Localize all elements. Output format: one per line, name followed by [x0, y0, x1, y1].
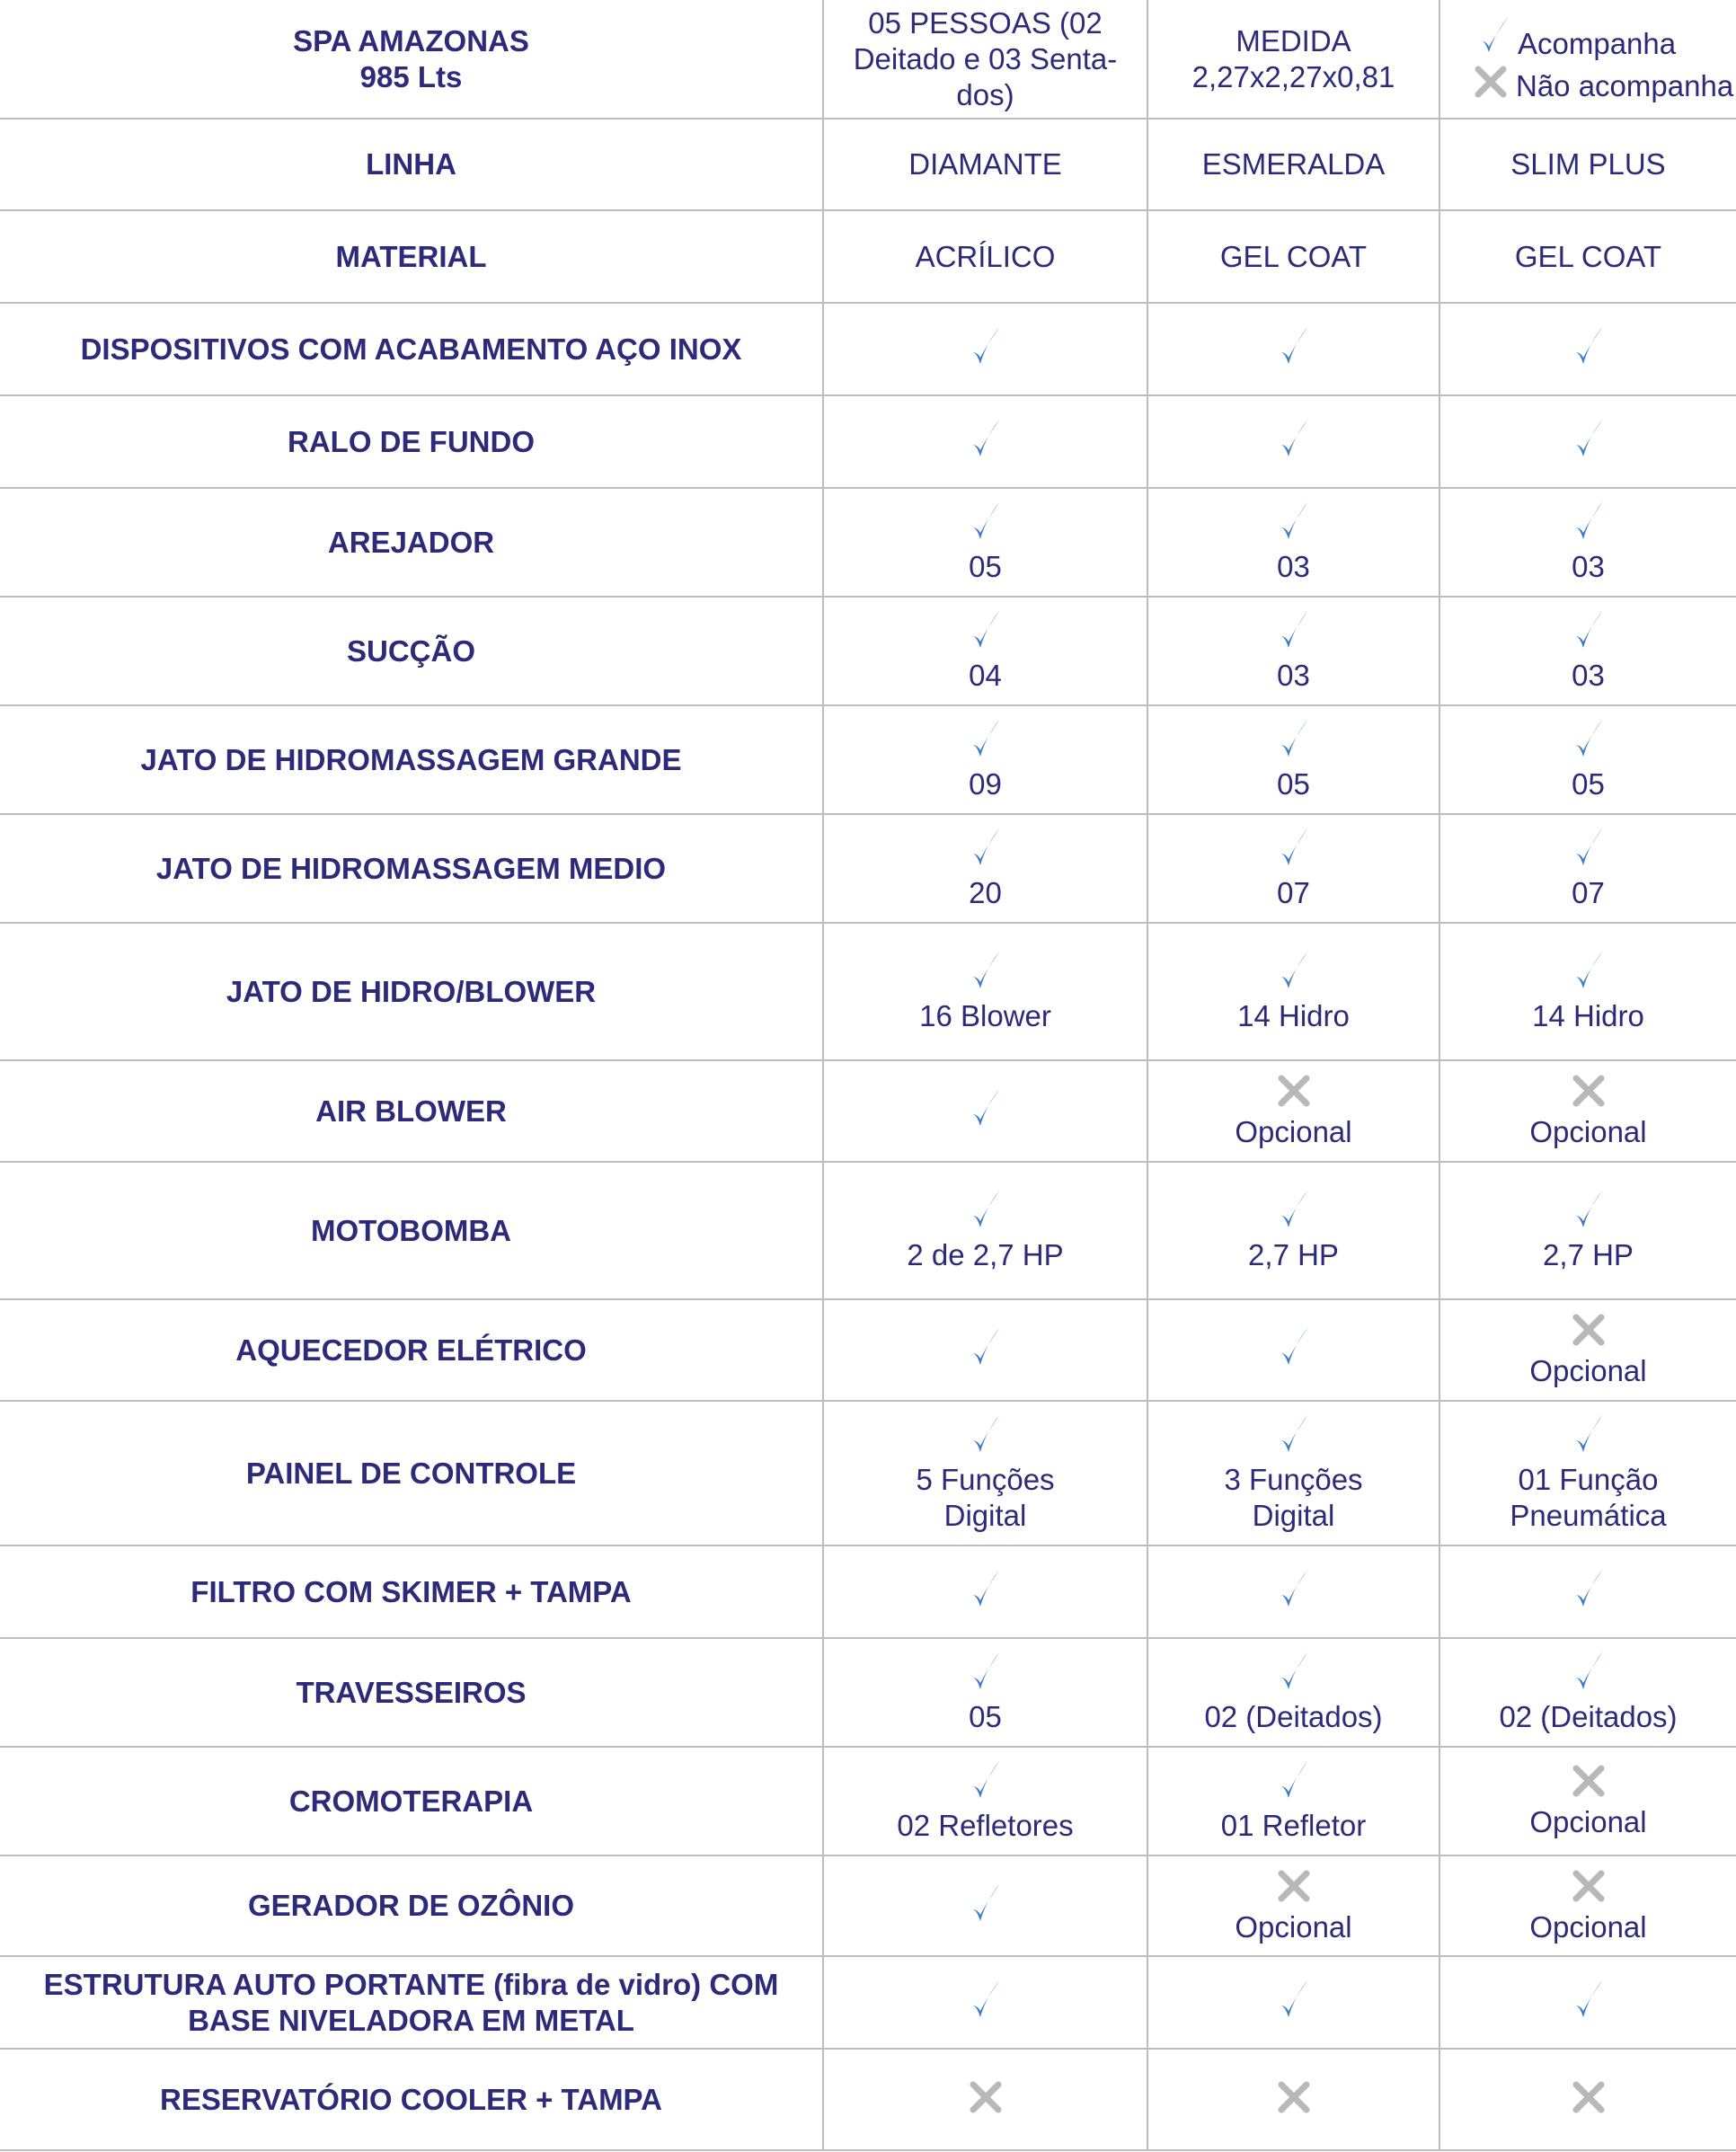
cell-value: Digital [943, 1499, 1027, 1532]
cell-value: 02 Refletores [897, 1809, 1074, 1842]
cell-content [831, 717, 1139, 802]
cell-esmeralda [1147, 1060, 1439, 1162]
cell-diamante [823, 1401, 1147, 1545]
cell-content [1156, 1758, 1431, 1844]
legend-yes-row [1478, 14, 1676, 62]
legend-no-row [1473, 64, 1733, 104]
cell-diamante [823, 1162, 1147, 1299]
product-volume: 985 Lts [359, 59, 463, 93]
capacity-line-3: dos) [956, 77, 1014, 111]
cell-slim-plus [1439, 923, 1736, 1060]
cell-content [831, 1325, 1139, 1375]
cell-content [1448, 1867, 1729, 1945]
cell-diamante [823, 1638, 1147, 1747]
cell-content [1448, 826, 1729, 911]
row-painel-controle [0, 1401, 1736, 1545]
cell-content [831, 146, 1139, 182]
cell-value: ACRÍLICO [915, 239, 1056, 273]
cross-icon [1275, 2078, 1313, 2121]
cell-esmeralda [1147, 1162, 1439, 1299]
cross-icon [967, 2078, 1005, 2121]
cell-slim-plus [1439, 1162, 1736, 1299]
cell-content [1156, 826, 1431, 911]
cell-value: 5 Funções [916, 1463, 1055, 1496]
row-label-cell [0, 597, 823, 705]
row-cromoterapia [0, 1747, 1736, 1855]
row-label: CROMOTERAPIA [288, 1784, 534, 1818]
legend [1440, 14, 1736, 104]
check-icon [1278, 1325, 1310, 1375]
cross-icon [1570, 2078, 1608, 2121]
row-label: AREJADOR [327, 525, 495, 559]
cell-diamante [823, 1060, 1147, 1162]
cell-value: 03 [1572, 550, 1605, 583]
cell-value: GEL COAT [1219, 239, 1368, 273]
cell-value: 04 [969, 659, 1002, 692]
check-icon [970, 1882, 1002, 1931]
check-icon [1572, 949, 1605, 998]
cell-diamante [823, 395, 1147, 488]
cell-esmeralda [1147, 395, 1439, 488]
row-jato-hidro-blower [0, 923, 1736, 1060]
cell-value: 05 [1277, 767, 1310, 801]
cell-esmeralda [1147, 597, 1439, 705]
cell-value: SLIM PLUS [1510, 147, 1666, 181]
check-icon [1278, 417, 1310, 466]
cell-content [1156, 2078, 1431, 2121]
cell-content [1156, 949, 1431, 1034]
cell-slim-plus [1439, 1545, 1736, 1638]
cell-value: Opcional [1529, 1805, 1647, 1838]
check-icon [1572, 324, 1605, 374]
check-icon [970, 324, 1002, 374]
row-air-blower [0, 1060, 1736, 1162]
cell-content [1156, 1413, 1431, 1534]
cell-esmeralda [1147, 1299, 1439, 1401]
row-label-cell [0, 1545, 823, 1638]
check-icon [970, 1413, 1002, 1462]
check-icon [1278, 949, 1310, 998]
cell-esmeralda [1147, 1638, 1439, 1747]
check-icon [1572, 1978, 1605, 2027]
cell-value: 2,7 HP [1248, 1238, 1339, 1271]
check-icon [1572, 1567, 1605, 1616]
row-linha [0, 119, 1736, 210]
cell-value: 02 (Deitados) [1204, 1700, 1383, 1733]
row-label-cell [0, 1401, 823, 1545]
legend-yes-label: Acompanha [1518, 26, 1677, 60]
cell-value: 14 Hidro [1237, 999, 1350, 1032]
cell-esmeralda [1147, 705, 1439, 814]
cell-esmeralda [1147, 2049, 1439, 2150]
cell-content [831, 949, 1139, 1034]
row-label-cell [0, 1747, 823, 1855]
row-label: RALO DE FUNDO [288, 424, 535, 458]
cell-content [1448, 717, 1729, 802]
row-label-cell [0, 1060, 823, 1162]
check-icon [970, 717, 1002, 766]
cell-value: Opcional [1529, 1115, 1647, 1148]
cell-diamante [823, 1545, 1147, 1638]
cell-content [1156, 1867, 1431, 1945]
cell-content [1156, 1188, 1431, 1273]
check-icon [1478, 14, 1510, 62]
cell-value: 3 Funções [1224, 1463, 1363, 1496]
cell-value: 07 [1277, 876, 1310, 909]
row-label: DISPOSITIVOS COM ACABAMENTO AÇO INOX [80, 332, 742, 366]
cell-content [831, 1086, 1139, 1136]
row-motobomba [0, 1162, 1736, 1299]
cell-value: 2 de 2,7 HP [907, 1238, 1064, 1271]
check-icon [1572, 717, 1605, 766]
check-icon [970, 1567, 1002, 1616]
cell-slim-plus [1439, 210, 1736, 303]
cell-content [1448, 1188, 1729, 1273]
row-label-cell [0, 2049, 823, 2150]
cell-esmeralda [1147, 119, 1439, 210]
row-aquecedor [0, 1299, 1736, 1401]
cell-diamante [823, 303, 1147, 395]
cell-value: 05 [969, 1700, 1002, 1733]
cell-diamante [823, 705, 1147, 814]
cell-value: 20 [969, 876, 1002, 909]
cell-value: 01 Função [1518, 1463, 1659, 1496]
cell-content [831, 1882, 1139, 1931]
cell-esmeralda [1147, 1747, 1439, 1855]
legend-cell [1439, 0, 1736, 119]
cell-content [1156, 1072, 1431, 1150]
row-label: JATO DE HIDRO/BLOWER [226, 974, 597, 1008]
cell-slim-plus [1439, 1855, 1736, 1956]
cell-content [1448, 2078, 1729, 2121]
cell-slim-plus [1439, 303, 1736, 395]
cell-value: Pneumática [1510, 1499, 1667, 1532]
cell-diamante [823, 1855, 1147, 1956]
row-gerador-ozonio [0, 1855, 1736, 1956]
cell-diamante [823, 1956, 1147, 2049]
cell-value: Opcional [1235, 1909, 1352, 1944]
cell-content [1448, 1978, 1729, 2027]
cell-content [831, 500, 1139, 585]
check-icon [1278, 324, 1310, 374]
row-jato-medio [0, 814, 1736, 923]
cell-diamante [823, 814, 1147, 923]
cell-content [1156, 500, 1431, 585]
check-icon [970, 1758, 1002, 1808]
cell-content [1156, 1978, 1431, 2027]
cell-slim-plus [1439, 1060, 1736, 1162]
cell-value: 03 [1572, 659, 1605, 692]
check-icon [1278, 717, 1310, 766]
check-icon [1278, 1567, 1310, 1616]
product-title: SPA AMAZONAS [293, 23, 529, 58]
header-row [0, 0, 1736, 119]
check-icon [1572, 1188, 1605, 1237]
check-icon [1278, 826, 1310, 875]
cell-slim-plus [1439, 814, 1736, 923]
cell-slim-plus [1439, 597, 1736, 705]
cell-slim-plus [1439, 395, 1736, 488]
check-icon [970, 500, 1002, 549]
cell-value: Digital [1252, 1499, 1335, 1532]
check-icon [1278, 608, 1310, 658]
cell-value: 16 Blower [919, 999, 1051, 1032]
row-label: TRAVESSEIROS [296, 1675, 527, 1709]
cell-esmeralda [1147, 303, 1439, 395]
cell-value: 01 Refletor [1220, 1809, 1367, 1842]
row-label-cell [0, 303, 823, 395]
row-label-cell [0, 1638, 823, 1747]
cell-content [831, 1188, 1139, 1273]
check-icon [1278, 1978, 1310, 2027]
cell-content [1448, 1072, 1729, 1150]
cell-diamante [823, 923, 1147, 1060]
cross-icon [1275, 1867, 1313, 1909]
cell-content [831, 324, 1139, 374]
cell-content [831, 608, 1139, 694]
measure-value: 2,27x2,27x0,81 [1191, 59, 1395, 93]
check-icon [970, 826, 1002, 875]
cell-content [831, 1978, 1139, 2027]
check-icon [970, 1650, 1002, 1699]
cell-diamante [823, 488, 1147, 597]
cell-content [1156, 608, 1431, 694]
cell-content [1448, 500, 1729, 585]
row-jato-grande [0, 705, 1736, 814]
row-succao [0, 597, 1736, 705]
row-label-cell [0, 395, 823, 488]
cell-value: DIAMANTE [908, 147, 1062, 181]
cell-content [1448, 324, 1729, 374]
cell-content [1156, 1567, 1431, 1616]
cell-value: 03 [1277, 659, 1310, 692]
cell-content [1448, 146, 1729, 182]
cell-value: 14 Hidro [1532, 999, 1644, 1032]
cell-esmeralda [1147, 1956, 1439, 2049]
row-label: GERADOR DE OZÔNIO [247, 1889, 575, 1922]
row-label: AIR BLOWER [315, 1094, 507, 1128]
row-label: SUCÇÃO [346, 633, 475, 668]
row-dispositivos-inox [0, 303, 1736, 395]
cell-slim-plus [1439, 488, 1736, 597]
cross-icon [1570, 1311, 1608, 1353]
row-label-cell [0, 923, 823, 1060]
check-icon [970, 949, 1002, 998]
cell-content [1156, 239, 1431, 275]
row-label: ESTRUTURA AUTO PORTANTE (fibra de vidro) COM [43, 1967, 779, 2001]
check-icon [1572, 1413, 1605, 1462]
cell-slim-plus [1439, 1638, 1736, 1747]
cell-content [1448, 1567, 1729, 1616]
check-icon [1278, 1650, 1310, 1699]
cell-diamante [823, 597, 1147, 705]
row-material [0, 210, 1736, 303]
row-ralo-de-fundo [0, 395, 1736, 488]
cell-content [1448, 1311, 1729, 1389]
check-icon [1572, 1650, 1605, 1699]
cell-content [1156, 324, 1431, 374]
cell-slim-plus [1439, 1956, 1736, 2049]
check-icon [1278, 1413, 1310, 1462]
cell-content [1156, 717, 1431, 802]
cell-content [1448, 239, 1729, 275]
row-label-cell [0, 814, 823, 923]
cell-slim-plus [1439, 2049, 1736, 2150]
row-label: FILTRO COM SKIMER + TAMPA [190, 1574, 632, 1608]
cell-value: 05 [969, 550, 1002, 583]
cross-icon [1473, 64, 1509, 104]
cell-content [1448, 949, 1729, 1034]
row-label-cell [0, 1299, 823, 1401]
capacity-cell [823, 0, 1147, 119]
cell-esmeralda [1147, 1855, 1439, 1956]
cell-esmeralda [1147, 1401, 1439, 1545]
cell-content [1156, 417, 1431, 466]
check-icon [1572, 608, 1605, 658]
cell-content [831, 239, 1139, 275]
row-label: BASE NIVELADORA EM METAL [188, 2003, 634, 2037]
row-label: RESERVATÓRIO COOLER + TAMPA [160, 2082, 662, 2116]
cell-value: 05 [1572, 767, 1605, 801]
cell-content [1448, 417, 1729, 466]
cell-content [1448, 1762, 1729, 1840]
row-label-cell [0, 210, 823, 303]
row-arejador [0, 488, 1736, 597]
check-icon [1278, 1188, 1310, 1237]
cell-value: 2,7 HP [1543, 1238, 1634, 1271]
check-icon [970, 1188, 1002, 1237]
row-label: MOTOBOMBA [310, 1213, 512, 1247]
cell-diamante [823, 210, 1147, 303]
measure-label: MEDIDA [1236, 23, 1351, 58]
cell-value: Opcional [1235, 1115, 1352, 1148]
cell-value: GEL COAT [1514, 239, 1662, 273]
check-icon [970, 1325, 1002, 1375]
row-label-cell [0, 488, 823, 597]
cell-content [1156, 1325, 1431, 1375]
row-label-cell [0, 119, 823, 210]
check-icon [1278, 500, 1310, 549]
cell-esmeralda [1147, 814, 1439, 923]
cell-value: 03 [1277, 550, 1310, 583]
row-label: AQUECEDOR ELÉTRICO [235, 1333, 587, 1367]
cell-slim-plus [1439, 1747, 1736, 1855]
row-label-cell [0, 705, 823, 814]
check-icon [970, 417, 1002, 466]
row-label-cell [0, 1956, 823, 2049]
row-reservatorio-cooler [0, 2049, 1736, 2150]
cell-content [831, 1650, 1139, 1735]
cell-diamante [823, 2049, 1147, 2150]
check-icon [1572, 500, 1605, 549]
cell-esmeralda [1147, 488, 1439, 597]
cell-slim-plus [1439, 1299, 1736, 1401]
cell-esmeralda [1147, 923, 1439, 1060]
cell-esmeralda [1147, 210, 1439, 303]
cell-diamante [823, 1747, 1147, 1855]
legend-no-label: Não acompanha [1516, 68, 1734, 102]
cell-diamante [823, 119, 1147, 210]
cell-slim-plus [1439, 119, 1736, 210]
capacity-line-1: 05 PESSOAS (02 [868, 5, 1103, 40]
cell-value: 09 [969, 767, 1002, 801]
cell-content [831, 1758, 1139, 1844]
row-label: PAINEL DE CONTROLE [245, 1456, 577, 1490]
row-label-cell [0, 1162, 823, 1299]
cross-icon [1570, 1867, 1608, 1909]
row-label: JATO DE HIDROMASSAGEM MEDIO [155, 851, 667, 885]
cell-slim-plus [1439, 705, 1736, 814]
check-icon [970, 1086, 1002, 1136]
cell-value: ESMERALDA [1201, 147, 1386, 181]
row-travesseiros [0, 1638, 1736, 1747]
cell-esmeralda [1147, 1545, 1439, 1638]
cross-icon [1570, 1762, 1608, 1804]
cell-value: Opcional [1529, 1909, 1647, 1944]
cell-value: Opcional [1529, 1354, 1647, 1387]
cell-content [831, 2078, 1139, 2121]
cell-content [1448, 1413, 1729, 1534]
cell-content [1448, 1650, 1729, 1735]
cross-icon [1570, 1072, 1608, 1114]
cross-icon [1275, 1072, 1313, 1114]
cell-slim-plus [1439, 1401, 1736, 1545]
check-icon [1572, 826, 1605, 875]
product-title-cell [0, 0, 823, 119]
cell-content [1156, 1650, 1431, 1735]
row-estrutura-auto-portante [0, 1956, 1736, 2049]
row-label: MATERIAL [335, 239, 487, 273]
check-icon [1572, 417, 1605, 466]
cell-content [831, 1413, 1139, 1534]
cell-content [1156, 146, 1431, 182]
check-icon [1278, 1758, 1310, 1808]
cell-value: 07 [1572, 876, 1605, 909]
row-label: LINHA [366, 147, 456, 181]
measure-cell [1147, 0, 1439, 119]
cell-value: 02 (Deitados) [1499, 1700, 1678, 1733]
cell-content [831, 826, 1139, 911]
row-filtro-skimer [0, 1545, 1736, 1638]
check-icon [970, 608, 1002, 658]
cell-content [831, 1567, 1139, 1616]
capacity-line-2: Deitado e 03 Senta- [853, 41, 1118, 75]
row-label: JATO DE HIDROMASSAGEM GRANDE [140, 742, 682, 776]
cell-content [1448, 608, 1729, 694]
row-label-cell [0, 1855, 823, 1956]
cell-diamante [823, 1299, 1147, 1401]
check-icon [970, 1978, 1002, 2027]
cell-content [831, 417, 1139, 466]
